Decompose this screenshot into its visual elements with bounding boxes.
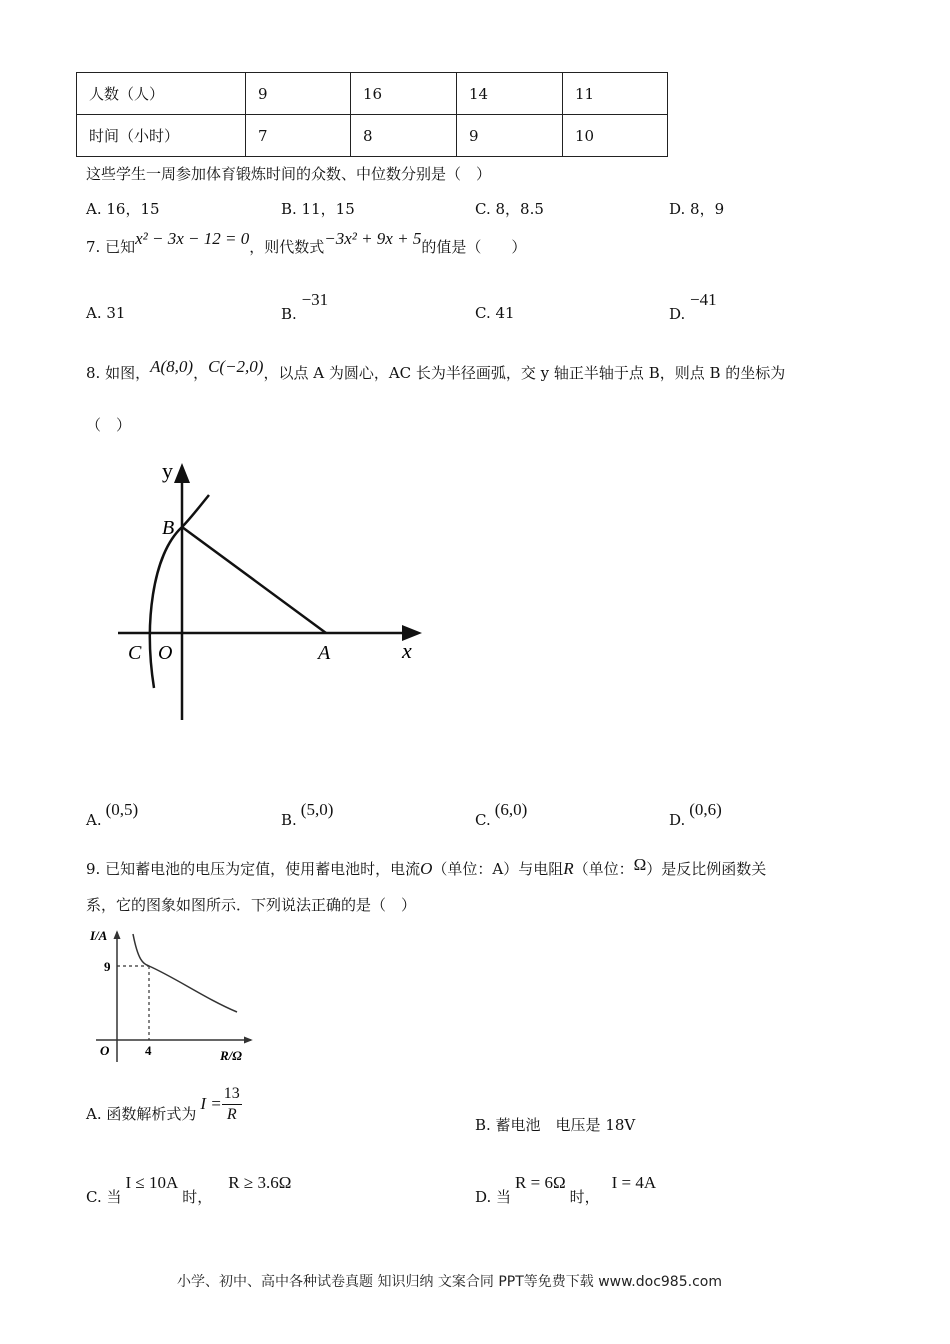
- q9-option-b: B. 蓄电池 电压是 18V: [475, 1116, 636, 1134]
- label-b: B: [162, 517, 175, 539]
- q7-mid: ，则代数式: [249, 238, 325, 256]
- q7-option-b: B. −31: [281, 290, 329, 323]
- q8-option-b: B.(5,0): [281, 800, 334, 829]
- q7-option-c: C. 41: [475, 304, 515, 322]
- table-cell: 9: [246, 73, 351, 115]
- q6-option-c: C. 8，8.5: [475, 200, 544, 218]
- table-cell: 时间（小时）: [77, 115, 246, 157]
- table-cell: 16: [351, 73, 457, 115]
- q7-suffix: 的值是（ ）: [421, 238, 527, 256]
- label-y: y: [162, 458, 173, 483]
- q8-figure: [110, 455, 430, 725]
- q6-stem: 这些学生一周参加体育锻炼时间的众数、中位数分别是（ ）: [86, 165, 492, 183]
- table-row: [77, 73, 668, 115]
- q7-expression: −3x² + 9x + 5: [324, 229, 422, 248]
- q8-paren: （ ）: [86, 416, 132, 434]
- table-cell: 人数（人）: [77, 73, 246, 115]
- q9-option-a: A. 函数解析式为I = $\frac{13}{R}$: [86, 1085, 240, 1123]
- q6-option-d: D. 8，9: [669, 200, 725, 218]
- q8-point-c: C(−2,0): [208, 357, 264, 376]
- table-cell: 14: [457, 73, 563, 115]
- q6-option-b: B. 11，15: [281, 200, 355, 218]
- graph-ylabel: I/A: [90, 928, 108, 943]
- label-a: A: [318, 642, 331, 664]
- graph-xtick: 4: [145, 1043, 152, 1058]
- table-cell: 9: [457, 115, 563, 157]
- label-x: x: [402, 638, 412, 663]
- q8-option-d: D.(0,6): [669, 800, 722, 829]
- segment-ab: [182, 527, 326, 633]
- table-row: [77, 115, 668, 157]
- q7-prefix: 7. 已知: [86, 238, 136, 256]
- q7-equation: x² − 3x − 12 = 0: [135, 229, 250, 248]
- q8-prefix: 8. 如图，: [86, 364, 151, 382]
- q6-option-a: A. 16，15: [86, 200, 160, 218]
- label-o: O: [158, 642, 173, 664]
- q9-stem-line1: 9. 已知蓄电池的电压为定值，使用蓄电池时，电流O（单位：A）与电阻R（单位：Ω）是反比例函数关: [86, 855, 767, 878]
- graph-ytick: 9: [104, 959, 111, 974]
- q9-graph: [86, 922, 266, 1072]
- graph-xlabel: R/Ω: [220, 1048, 242, 1063]
- data-table: [76, 72, 668, 157]
- table-cell: 11: [563, 73, 668, 115]
- q8-option-c: C.(6,0): [475, 800, 528, 829]
- q7-option-a: A. 31: [86, 304, 126, 322]
- label-c: C: [128, 642, 142, 664]
- footer-ad: 小学、初中、高中各种试卷真题 知识归纳 文案合同 PPT等免费下载 www.doc985.com: [177, 1274, 722, 1290]
- table-cell: 8: [351, 115, 457, 157]
- q7-stem: [86, 229, 527, 257]
- graph-origin: O: [100, 1043, 110, 1058]
- q9-option-d: D. 当R = 6Ω时，I = 4A: [475, 1173, 657, 1206]
- q9-stem-line2: 系，它的图象如图所示．下列说法正确的是（ ）: [86, 896, 417, 914]
- q8-option-a: A.(0,5): [86, 800, 139, 829]
- q8-point-a: A(8,0): [150, 357, 194, 376]
- table-cell: 7: [246, 115, 351, 157]
- q9-option-c: C. 当I ≤ 10A时，R ≥ 3.6Ω: [86, 1173, 292, 1206]
- table-cell: 10: [563, 115, 668, 157]
- q8-stem-text: ，以点 A 为圆心，AC 长为半径画弧，交 y 轴正半轴于点 B，则点 B 的坐标为: [263, 364, 786, 382]
- q7-option-d: D. −41: [669, 290, 717, 323]
- q8-stem: 8. 如图，A(8,0)，C(−2,0)，以点 A 为圆心，AC 长为半径画弧，交 y 轴正半轴于点 B，则点 B 的坐标为: [86, 357, 786, 382]
